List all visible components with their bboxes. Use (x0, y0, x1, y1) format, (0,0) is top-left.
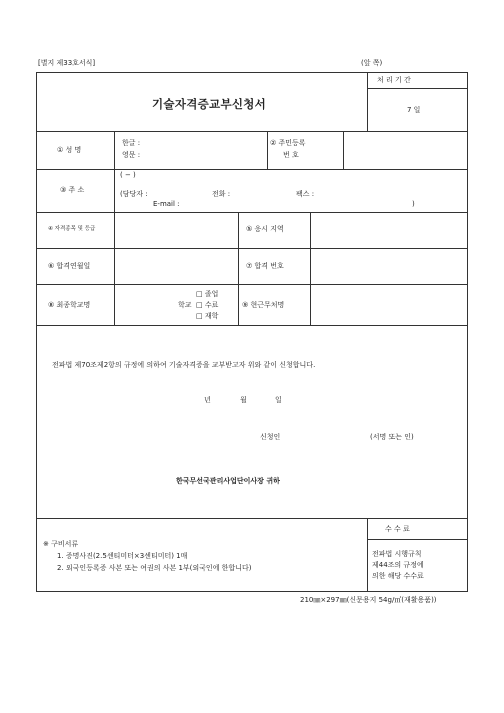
processing-label: 처 리 기 간 (377, 76, 411, 84)
fee-line-1: 전파법 시행규칙 (372, 550, 422, 558)
divider-row1 (36, 169, 468, 170)
name-korean-label[interactable]: 한글 : (122, 139, 141, 147)
signature-label: (서명 또는 인) (370, 433, 414, 441)
divider-mid-col2 (310, 212, 311, 325)
fee-line-3: 의한 해당 수수료 (372, 572, 424, 580)
form-title: 기술자격증교부신청서 (152, 97, 267, 111)
qualification-label: ④ 자격종목 및 등급 (48, 226, 96, 232)
school-label: ⑧ 최종학교명 (48, 301, 91, 309)
divider-fee-left (367, 518, 368, 592)
email-label[interactable]: E-mail : (153, 200, 180, 208)
rrn-input[interactable] (344, 132, 467, 168)
phone-label[interactable]: 전화 : (212, 190, 231, 198)
date-month: 월 (240, 396, 247, 404)
rrn-label-line2: 번 호 (283, 151, 299, 159)
divider-mid-col (238, 212, 239, 325)
status-graduated-checkbox[interactable]: □ 졸업 (196, 290, 219, 298)
date-year: 년 (204, 396, 211, 404)
name-english-label[interactable]: 영문 : (122, 151, 141, 159)
divider-row3 (36, 248, 468, 249)
pass-number-label: ⑦ 합격 번호 (246, 262, 284, 270)
divider-row5 (36, 325, 468, 326)
status-completed-checkbox[interactable]: □ 수료 (196, 301, 219, 309)
divider-body-bottom (36, 518, 468, 519)
divider-fee (367, 539, 468, 540)
postal-code[interactable]: ( − ) (120, 171, 136, 179)
fax-label[interactable]: 팩스 : (296, 190, 315, 198)
name-label: ① 성 명 (57, 146, 82, 154)
documents-heading: ※ 구비서류 (43, 540, 79, 548)
paper-spec: 210㎜×297㎜(신문용지 54g/㎡(재활용품)) (300, 596, 437, 604)
page-side-label: (앞 쪽) (361, 59, 383, 67)
divider-rrn-left (267, 131, 268, 169)
date-day: 일 (275, 396, 282, 404)
applicant-label: 신청인 (260, 433, 281, 441)
contact-person[interactable]: (담당자 : (120, 190, 148, 198)
document-item-2: 2. 외국인등록증 사본 또는 여권의 사본 1부(외국인에 한합니다) (57, 564, 252, 572)
fee-line-2: 제44조의 규정에 (372, 561, 424, 569)
close-paren: ) (412, 200, 415, 208)
recipient: 한국무선국관리사업단이사장 귀하 (176, 477, 280, 485)
document-item-1: 1. 증명사진(2.5센티미터×3센티미터) 1매 (57, 552, 188, 560)
pass-date-label: ⑥ 합격연월일 (48, 262, 91, 270)
address-label: ③ 주 소 (60, 186, 85, 194)
school-prefix: 학교 (178, 301, 192, 309)
divider-label-col (114, 131, 115, 325)
processing-value: 7 일 (407, 106, 421, 114)
divider-row2 (36, 212, 468, 213)
workplace-label: ⑨ 현근무처명 (242, 301, 285, 309)
divider-title-right (367, 72, 368, 132)
rrn-label: ② 주민등록 (270, 139, 306, 147)
form-number: [별지 제33호서식] (38, 59, 96, 67)
application-statement: 전파법 제70조제2항의 규정에 의하여 기술자격증을 교부받고자 위와 같이 신청합니다. (52, 361, 316, 369)
fee-label: 수 수 료 (385, 525, 410, 533)
divider-processing (367, 88, 468, 89)
exam-region-label: ⑤ 응시 지역 (246, 225, 284, 233)
status-enrolled-checkbox[interactable]: □ 재학 (196, 312, 219, 320)
divider-row4 (36, 284, 468, 285)
